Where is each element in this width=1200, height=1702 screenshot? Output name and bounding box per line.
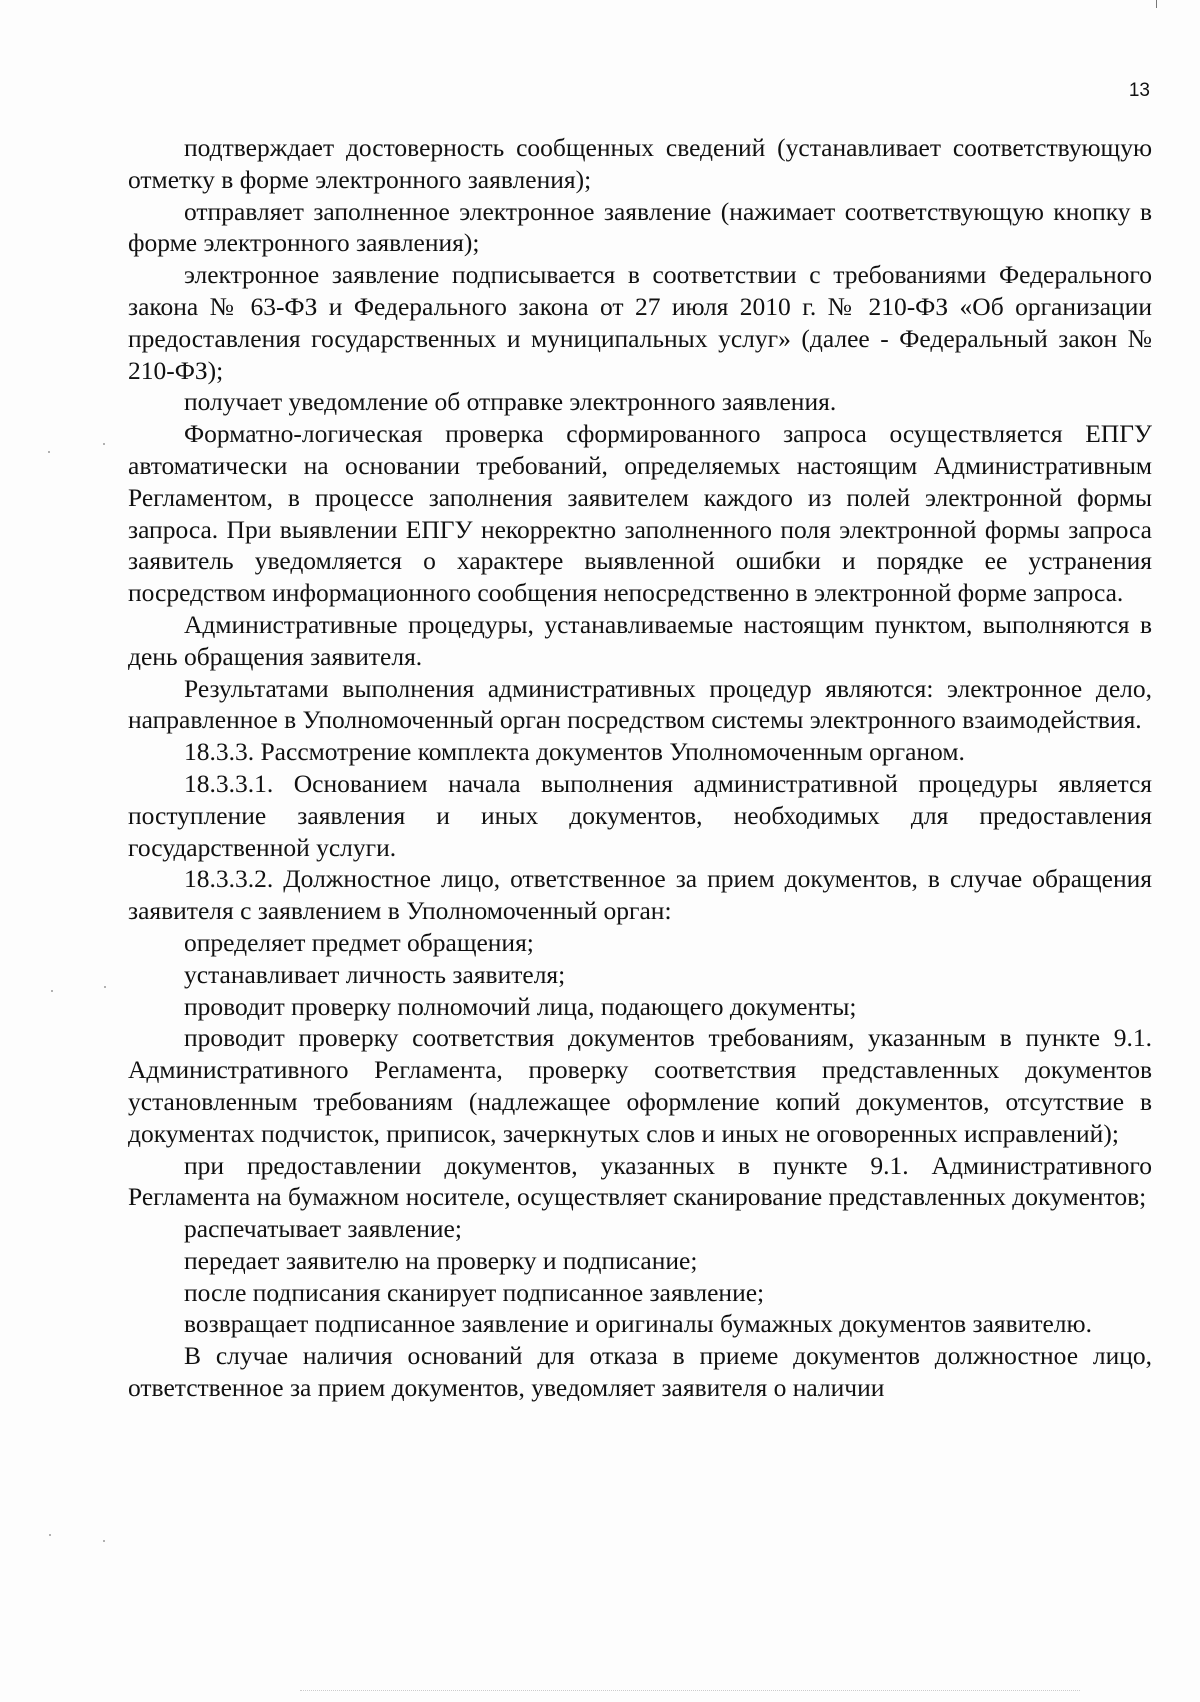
paragraph: Результатами выполнения административных процедур являются: электронное дело, направленное в Уполномоченный орган посредством системы электронного взаимодействия. <box>128 673 1152 735</box>
paragraph: получает уведомление об отправке электронного заявления. <box>184 387 837 417</box>
scan-speck <box>103 443 105 445</box>
list-item: устанавливает личность заявителя; <box>184 959 566 989</box>
list-item: при предоставлении документов, указанных в пункте 9.1. Административного Регламента на бумажном носителе, осуществляет сканирование представленных документов; <box>128 1150 1152 1212</box>
scan-bottom-artifact <box>300 1690 1080 1692</box>
scan-speck <box>49 1534 51 1536</box>
scan-speck <box>103 1540 105 1542</box>
scan-speck <box>51 990 53 992</box>
paragraph: 18.3.3.1. Основанием начала выполнения административной процедуры является поступление заявления и иных документов, необходимых для предоставления государственной услуги. <box>128 768 1152 862</box>
paragraph: Форматно-логическая проверка сформированного запроса осуществляется ЕПГУ автоматически на основании требований, определяемых настоящим Административным Регламентом, в процессе заполнения заявителем каждого из полей электронной формы запроса. При выявлении ЕПГУ некорректно заполненного поля электронной формы запроса заявитель уведомляется о характере выявленной ошибки и порядке ее устранения посредством информационного сообщения непосредственно в электронной форме запроса. <box>128 419 1152 608</box>
scan-edge-mark <box>1156 0 1157 8</box>
paragraph: отправляет заполненное электронное заявление (нажимает соответствующую кнопку в форме электронного заявления); <box>128 196 1152 258</box>
paragraph: 18.3.3.2. Должностное лицо, ответственное за прием документов, в случае обращения заявителя с заявлением в Уполномоченный орган: <box>128 864 1152 926</box>
list-item: проводит проверку соответствия документов требованиям, указанным в пункте 9.1. Административного Регламента, проверку соответствия представленных документов установленным требованиям (надлежащее оформление копий документов, отсутствие в документах подчисток, приписок, зачеркнутых слов и иных не оговоренных исправлений); <box>128 1023 1152 1148</box>
document-body <box>128 132 1152 1404</box>
page-number: 13 <box>1128 80 1150 101</box>
list-item: возвращает подписанное заявление и оригиналы бумажных документов заявителю. <box>184 1309 1092 1339</box>
list-item: проводит проверку полномочий лица, подающего документы; <box>184 991 857 1021</box>
list-item: передает заявителю на проверку и подписание; <box>184 1245 698 1275</box>
section-heading: 18.3.3. Рассмотрение комплекта документов Уполномоченным органом. <box>184 737 965 767</box>
list-item: определяет предмет обращения; <box>184 927 534 957</box>
scan-speck <box>48 451 50 453</box>
paragraph: подтверждает достоверность сообщенных сведений (устанавливает соответствующую отметку в форме электронного заявления); <box>128 133 1152 194</box>
paragraph: электронное заявление подписывается в соответствии с требованиями Федерального закона № 63-ФЗ и Федерального закона от 27 июля 2010 г. № 210-ФЗ «Об организации предоставления государственных и муниципальных услуг» (далее - Федеральный закон № 210-ФЗ); <box>128 260 1152 385</box>
list-item: после подписания сканирует подписанное заявление; <box>184 1277 765 1307</box>
list-item: распечатывает заявление; <box>184 1214 462 1244</box>
paragraph: В случае наличия оснований для отказа в приеме документов должностное лицо, ответственное за прием документов, уведомляет заявителя о наличии <box>128 1341 1152 1403</box>
scan-speck <box>104 986 106 988</box>
paragraph: Административные процедуры, устанавливаемые настоящим пунктом, выполняются в день обращения заявителя. <box>128 609 1152 671</box>
